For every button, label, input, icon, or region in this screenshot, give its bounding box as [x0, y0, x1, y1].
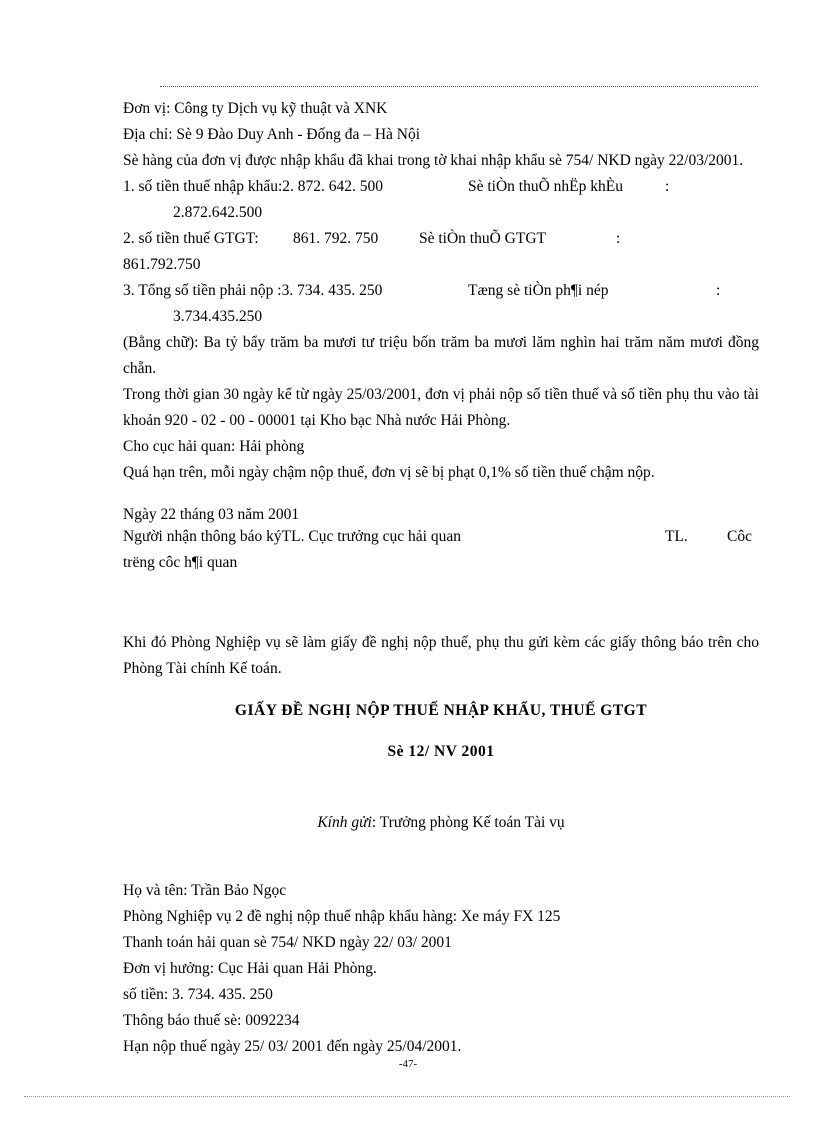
customs-line: Cho cục hải quan: Hải phòng	[123, 438, 305, 455]
signature-continuation: trëng côc h¶i quan	[123, 554, 238, 571]
import-tax-mid: Sè tiÒn thuÕ nhËp khÈu	[468, 178, 623, 195]
intro-paragraph: Khi đó Phòng Nghiệp vụ sẽ làm giấy đề nghị nộp thuế, phụ thu gửi kèm các giấy thông báo trên cho Phòng Tài chính Kế toán.	[123, 634, 759, 677]
goods-paragraph: Sè hàng của đơn vị được nhập khẩu đã khai trong tờ khai nhập khẩu sè 754/ NKD ngày 22/03/2001.	[123, 152, 744, 169]
salutation-rest: : Trưởng phòng Kế toán Tài vụ	[371, 814, 565, 831]
signature-left: Người nhận thông báo kýTL. Cục trưởng cục hải quan	[123, 528, 461, 545]
total-value: 3.734.435.250	[173, 308, 263, 325]
deadline-line: Hạn nộp thuế ngày 25/ 03/ 2001 đến ngày 25/04/2001.	[123, 1037, 462, 1055]
vat-line	[123, 226, 759, 252]
signature-tl: TL.	[665, 528, 688, 545]
total-mid: Tæng sè tiÒn ph¶i nép	[468, 282, 609, 299]
payment-line: Thanh toán hải quan sè 754/ NKD ngày 22/ 03/ 2001	[123, 933, 452, 951]
page-number: -47-	[398, 1058, 418, 1070]
in-words-paragraph: (Bằng chữ): Ba tỷ bẩy trăm ba mươi tư triệu bốn trăm ba mươi lăm nghìn hai trăm năm mươi đồng chẵn.	[123, 334, 759, 377]
date-line: Ngày 22 tháng 03 năm 2001	[123, 506, 300, 523]
document-content	[123, 96, 759, 1060]
signature-coc: Côc	[727, 528, 752, 545]
payment-term-paragraph: Trong thời gian 30 ngày kể từ ngày 25/03/2001, đơn vị phải nộp số tiền thuế và số tiền phụ thu vào tài khoản 920 - 02 - 00 - 00001 tại Kho bạc Nhà nước Hải Phòng.	[123, 386, 759, 429]
vat-label: 2. số tiền thuế GTGT:	[123, 230, 259, 247]
penalty-line: Quá hạn trên, mỗi ngày chậm nộp thuế, đơn vị sẽ bị phạt 0,1% số tiền thuế chậm nộp.	[123, 464, 655, 481]
request-title: GIẤY ĐỀ NGHỊ NỘP THUẾ NHẬP KHẨU, THUẾ GTGT	[234, 701, 648, 719]
address-line: Địa chỉ: Sè 9 Đào Duy Anh - Đống đa – Hà Nội	[123, 126, 421, 143]
signature-line	[123, 526, 759, 548]
total-colon: :	[716, 282, 721, 299]
salutation-line	[123, 810, 759, 836]
vat-value: 861.792.750	[123, 256, 201, 273]
top-dotted-rule	[160, 86, 758, 87]
request-number: Sè 12/ NV 2001	[387, 743, 495, 760]
salutation-label: Kính gửi	[317, 814, 372, 831]
vat-mid: Sè tiÒn thuÕ GTGT	[419, 230, 547, 247]
unit-line: Đơn vị: Công ty Dịch vụ kỹ thuật và XNK	[123, 100, 388, 117]
beneficiary-line: Đơn vị hưởng: Cục Hải quan Hải Phòng.	[123, 959, 377, 977]
import-tax-colon: :	[665, 178, 670, 195]
bottom-dotted-rule	[24, 1096, 790, 1097]
dept-line: Phòng Nghiệp vụ 2 đề nghị nộp thuế nhập khẩu hàng: Xe máy FX 125	[123, 907, 561, 925]
import-tax-value: 2.872.642.500	[173, 204, 263, 221]
amount-line: số tiền: 3. 734. 435. 250	[123, 985, 273, 1003]
total-label: 3. Tổng số tiền phải nộp :3. 734. 435. 250	[123, 282, 383, 299]
total-line	[123, 278, 759, 304]
import-tax-line	[123, 174, 759, 200]
name-line: Họ và tên: Trần Bảo Ngọc	[123, 881, 287, 899]
notice-number-line: Thông báo thuế sè: 0092234	[123, 1011, 300, 1029]
import-tax-label: 1. số tiền thuế nhập khẩu:2. 872. 642. 500	[123, 178, 384, 195]
vat-amount: 861. 792. 750	[293, 230, 379, 247]
vat-colon: :	[616, 230, 621, 247]
